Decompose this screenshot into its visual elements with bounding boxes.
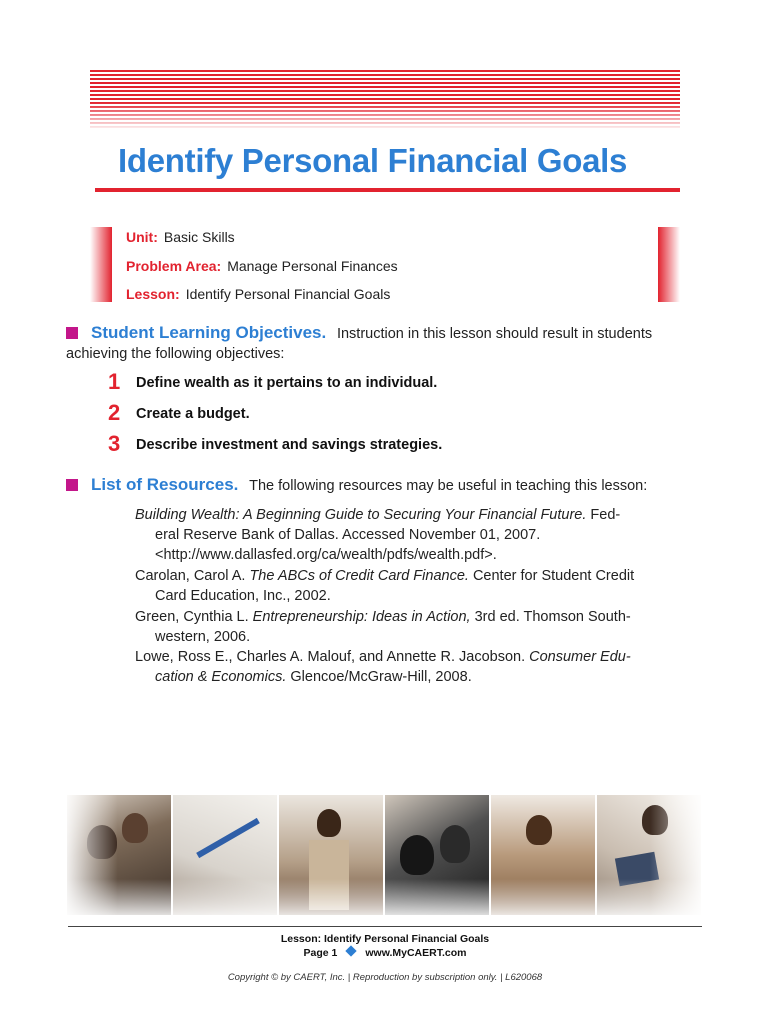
footer-page-line [0,947,770,959]
objectives-section [91,323,652,343]
resource-item [135,566,640,606]
footer-website: www.MyCAERT.com [365,947,467,959]
resource-author: Carolan, Carol A. [135,568,250,584]
meta-right-bar [658,227,680,302]
page-title: Identify Personal Financial Goals [118,142,628,179]
resource-text: Card Education, Inc., 2002. [155,588,331,604]
resource-item [135,647,640,687]
resource-item [135,607,640,647]
objectives-heading: Student Learning Objectives. [91,323,327,342]
objectives-intro-continued: achieving the following objectives: [66,346,285,362]
resource-title: Consumer Edu- [529,649,631,665]
objective-item: Define wealth as it pertains to an individual. [136,375,438,391]
resource-text: Fed- [586,507,621,523]
resource-author: Lowe, Ross E., Charles A. Malouf, and Annette R. Jacobson. [135,649,530,665]
objective-item: Create a budget. [136,406,250,422]
page-number: Page 1 [303,947,338,959]
resource-text: Center for Student Credit [468,568,635,584]
objective-number: 1 [108,369,121,394]
problem-area-label: Problem Area: [126,258,222,274]
lesson-value: Identify Personal Financial Goals [185,286,391,302]
objectives-bullet-icon [66,327,78,339]
resource-text: eral Reserve Bank of Dallas. Accessed November 01, 2007. [155,527,541,543]
meta-problem-area [126,258,398,274]
objective-item: Describe investment and savings strategies. [136,437,443,453]
resources-intro: The following resources may be useful in teaching this lesson: [249,478,648,494]
objective-number: 2 [108,400,121,425]
footer-lesson: Lesson: Identify Personal Financial Goals [280,933,490,945]
resource-author: Green, Cynthia L. [135,609,253,625]
meta-lesson [126,286,390,302]
resources-bullet-icon [66,479,78,491]
lesson-label: Lesson: [126,286,180,302]
copyright-notice: Copyright © by CAERT, Inc. | Reproduction by subscription only. | L620068 [227,972,543,983]
title-underline [95,188,680,192]
photo-collage-fade [67,795,701,915]
resource-text: Glencoe/McGraw-Hill, 2008. [286,669,472,685]
footer-rule [68,926,702,927]
meta-left-bar [90,227,112,302]
diamond-icon [346,945,357,956]
resource-item [135,505,640,565]
meta-unit [126,229,235,245]
resource-title: cation & Economics. [155,669,287,685]
resources-section [91,475,647,495]
unit-label: Unit: [126,229,158,245]
resource-text: western, 2006. [155,629,251,645]
resource-text: 3rd ed. Thomson South- [470,609,631,625]
resources-heading: List of Resources. [91,475,239,494]
objective-number: 3 [108,431,121,456]
resource-title: The ABCs of Credit Card Finance. [249,568,469,584]
resource-url: <http://www.dallasfed.org/ca/wealth/pdfs/wealth.pdf>. [155,547,497,563]
resource-title: Building Wealth: A Beginning Guide to Securing Your Financial Future. [135,507,587,523]
problem-area-value: Manage Personal Finances [227,258,398,274]
resource-title: Entrepreneurship: Ideas in Action, [252,609,471,625]
unit-value: Basic Skills [163,229,235,245]
header-stripes-fade [90,70,680,128]
objectives-intro: Instruction in this lesson should result in students [336,326,653,342]
